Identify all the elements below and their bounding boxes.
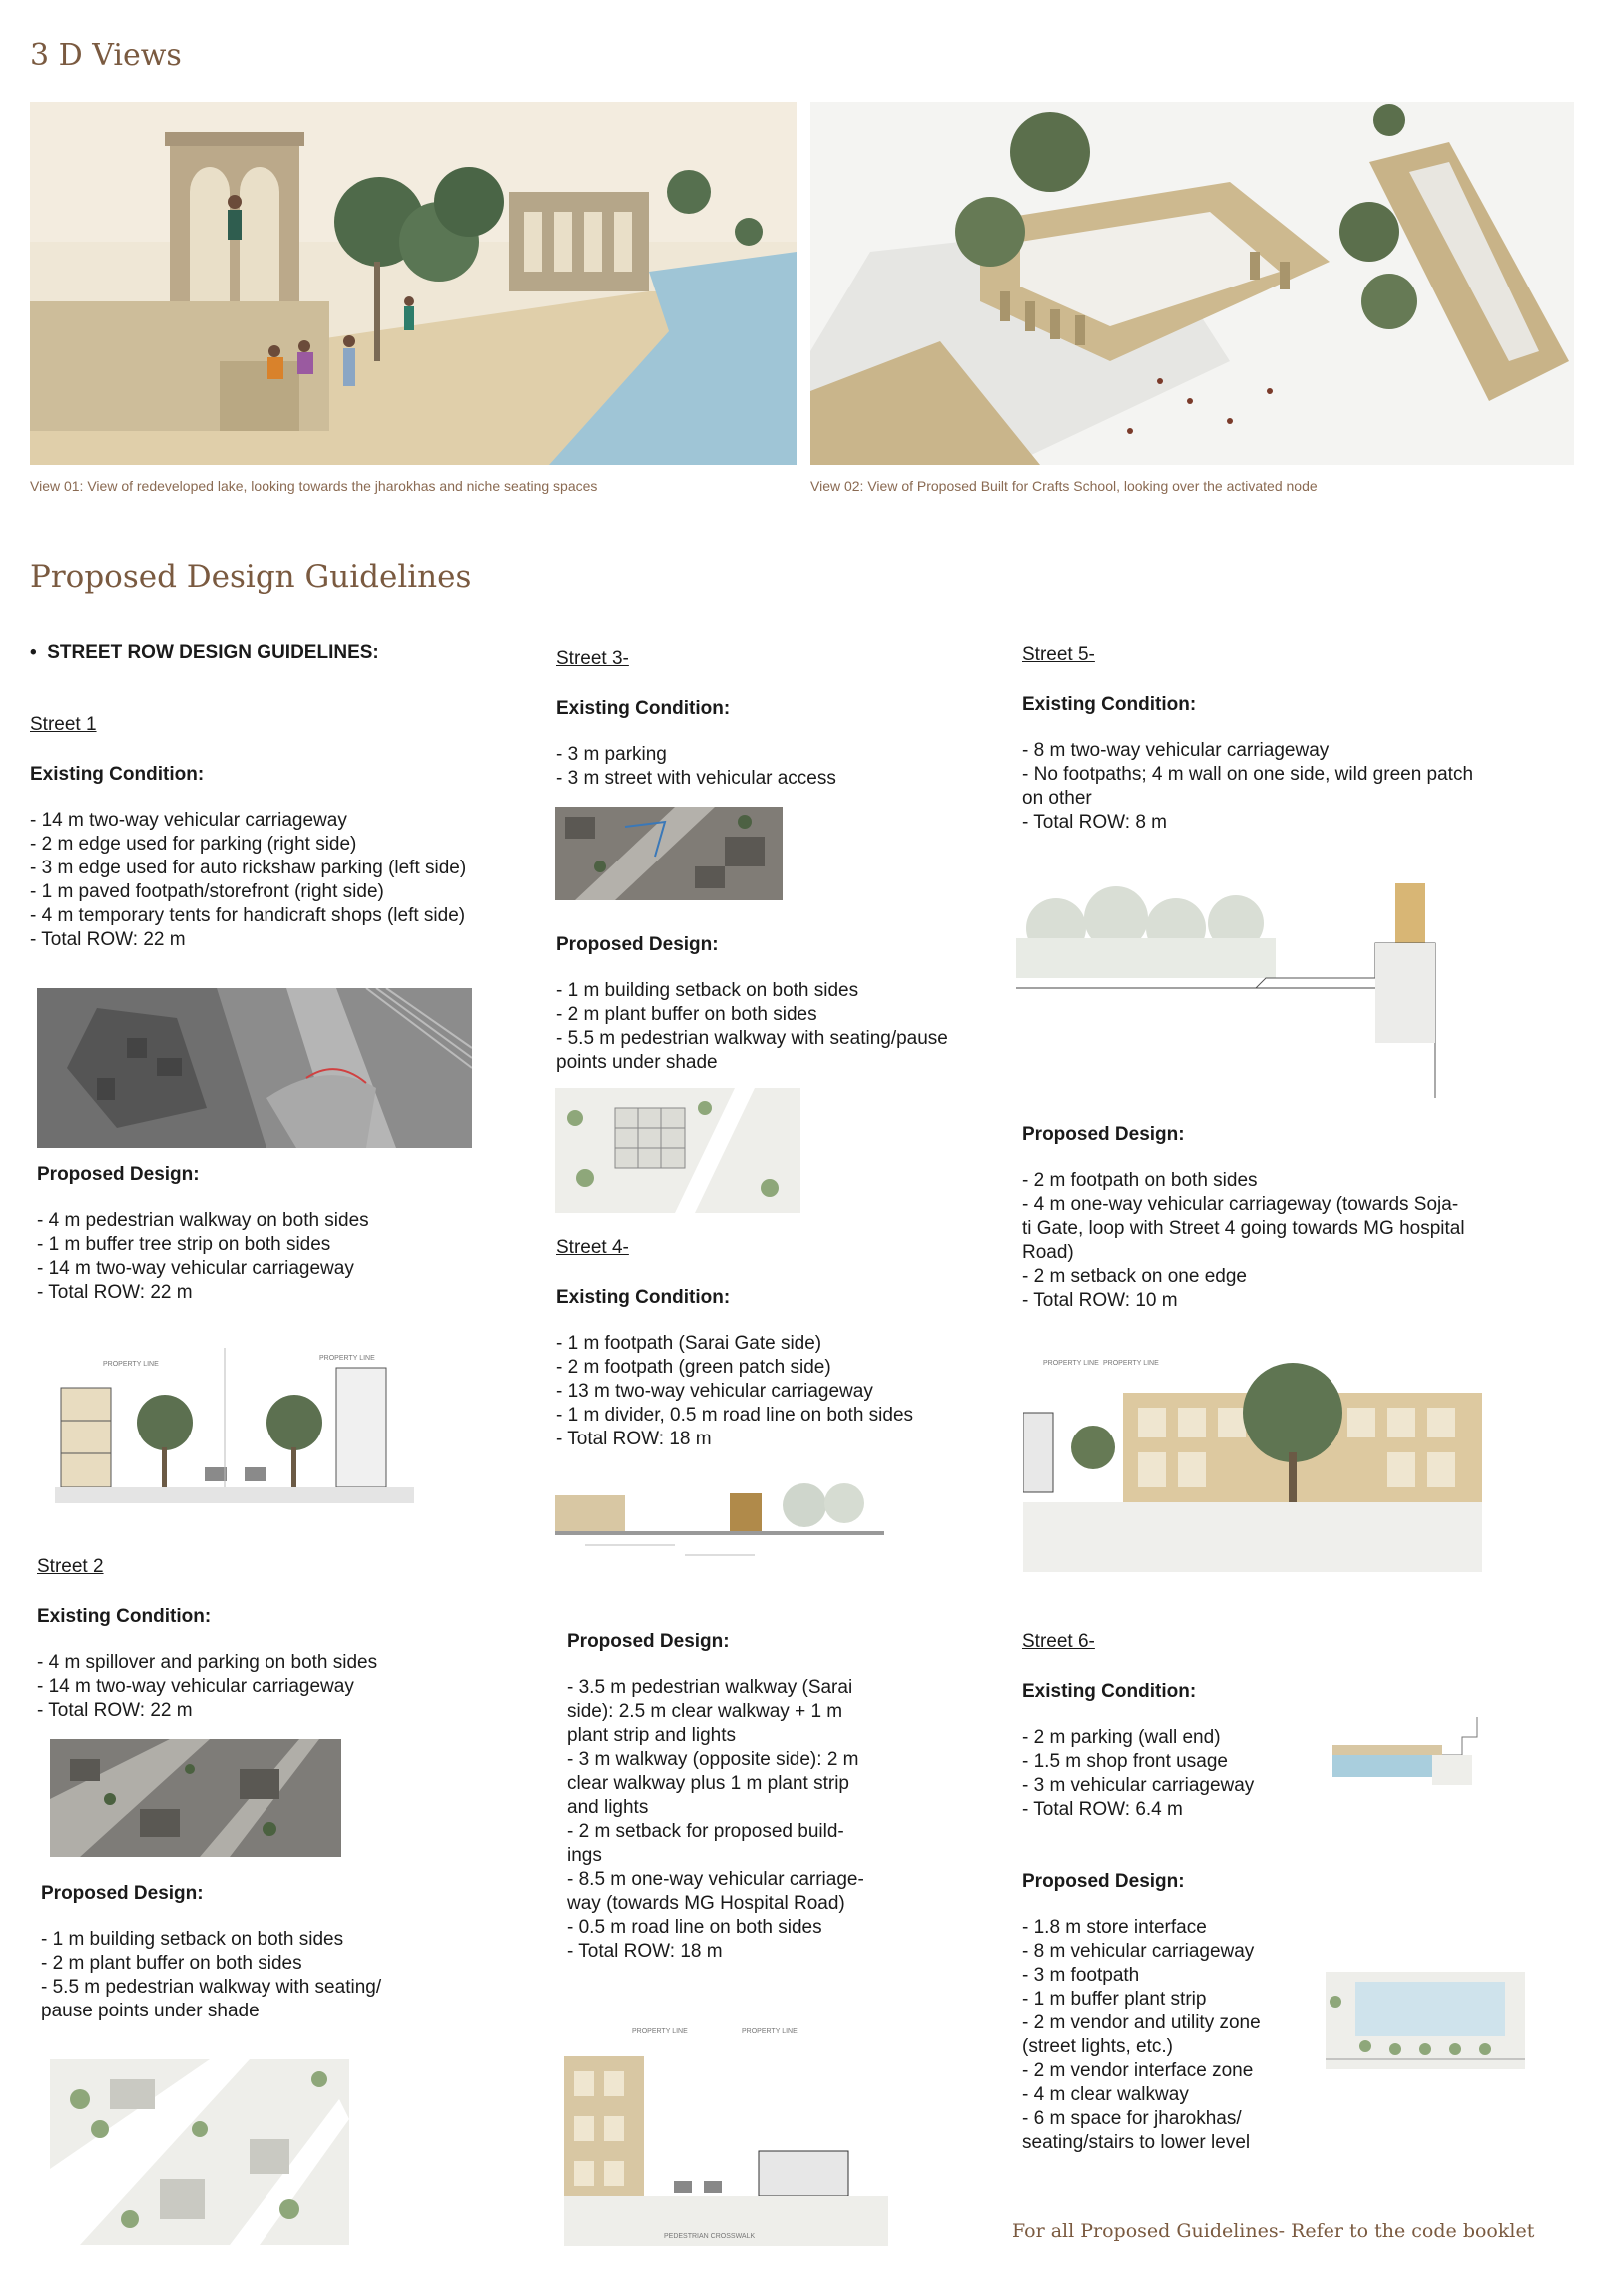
list-item: - 4 m pedestrian walkway on both sides (37, 1210, 369, 1231)
street2-proposed (41, 1882, 460, 2023)
section-label: PROPERTY LINE (319, 1355, 375, 1362)
street1-proposed-label: Proposed Design: (37, 1164, 200, 1185)
street5-proposed-label: Proposed Design: (1022, 1124, 1185, 1145)
list-item: way (towards MG Hospital Road) (567, 1893, 845, 1914)
street6-name: Street 6- (1022, 1631, 1095, 1652)
street2-aerial-map (50, 1739, 341, 1857)
guidelines-title: Proposed Design Guidelines (30, 559, 472, 595)
street1-proposed (37, 1163, 516, 1305)
street1-existing (30, 713, 529, 952)
list-item: - 13 m two-way vehicular carriageway (556, 1381, 873, 1402)
list-item: - 4 m temporary tents for handicraft shops (left side) (30, 905, 466, 926)
list-item: - 1 m buffer plant strip (1022, 1989, 1207, 2009)
street4-existing-section (555, 1475, 884, 1585)
list-item: - 3.5 m pedestrian walkway (Sarai (567, 1677, 853, 1698)
street4-proposed-section (564, 2021, 888, 2246)
street3-existing-label: Existing Condition: (556, 698, 731, 719)
street6-plan-drawing (1326, 1972, 1525, 2069)
street5-existing-label: Existing Condition: (1022, 694, 1197, 715)
list-item: ings (567, 1845, 602, 1866)
street4-existing (556, 1236, 995, 1451)
list-item: - 2 m setback for proposed build- (567, 1821, 844, 1842)
list-item: - 2 m vendor interface zone (1022, 2060, 1254, 2081)
list-item: Road) (1022, 1242, 1074, 1263)
street1-name: Street 1 (30, 714, 97, 735)
list-item: - 3 m parking (556, 744, 667, 765)
street6-proposed-label: Proposed Design: (1022, 1871, 1185, 1892)
list-item: - 4 m clear walkway (1022, 2084, 1189, 2105)
street6-proposed (1022, 1870, 1322, 2155)
views-title: 3 D Views (30, 38, 182, 73)
list-item: - Total ROW: 18 m (556, 1429, 712, 1449)
list-item: - 1.5 m shop front usage (1022, 1751, 1228, 1772)
list-item: plant strip and lights (567, 1725, 736, 1746)
list-item: clear walkway plus 1 m plant strip (567, 1773, 849, 1794)
list-item: - 2 m footpath on both sides (1022, 1170, 1258, 1191)
list-item: - Total ROW: 22 m (37, 1282, 193, 1303)
list-item: - 6 m space for jharokhas/ (1022, 2108, 1242, 2129)
street6-existing-label: Existing Condition: (1022, 1681, 1197, 1702)
section-label: PROPERTY LINE (632, 2028, 688, 2035)
street2-proposed-label: Proposed Design: (41, 1883, 204, 1904)
list-item: seating/stairs to lower level (1022, 2132, 1251, 2153)
list-item: (street lights, etc.) (1022, 2036, 1173, 2057)
list-item: - 2 m vendor and utility zone (1022, 2012, 1261, 2033)
row-heading-text: STREET ROW DESIGN GUIDELINES: (47, 642, 379, 663)
list-item: - 2 m parking (wall end) (1022, 1727, 1221, 1748)
section-label: PROPERTY LINE (103, 1361, 159, 1368)
street3-proposed (556, 933, 995, 1075)
list-item: - 2 m footpath (green patch side) (556, 1357, 831, 1378)
list-item: - 3 m vehicular carriageway (1022, 1775, 1255, 1796)
list-item: - 4 m one-way vehicular carriageway (towards Soja- (1022, 1194, 1459, 1215)
list-item: - 2 m edge used for parking (right side) (30, 834, 357, 855)
view1-render (30, 102, 797, 465)
list-item: pause points under shade (41, 2001, 260, 2021)
list-item: - Total ROW: 8 m (1022, 812, 1167, 833)
list-item: - 5.5 m pedestrian walkway with seating/pause (556, 1028, 948, 1049)
list-item: - 3 m walkway (opposite side): 2 m (567, 1749, 859, 1770)
street2-existing (37, 1555, 516, 1723)
list-item: - 1 m paved footpath/storefront (right side) (30, 881, 384, 902)
street2-plan-drawing (50, 2059, 349, 2245)
list-item: - 14 m two-way vehicular carriageway (37, 1258, 354, 1279)
street6-existing (1022, 1630, 1322, 1822)
section-label: PROPERTY LINE (1103, 1360, 1159, 1367)
view2-caption: View 02: View of Proposed Built for Crafts School, looking over the activated node (810, 478, 1318, 494)
list-item: - Total ROW: 18 m (567, 1941, 723, 1962)
street4-name: Street 4- (556, 1237, 629, 1258)
street2-name: Street 2 (37, 1556, 104, 1577)
list-item: - 1.8 m store interface (1022, 1917, 1207, 1938)
street5-proposed (1022, 1123, 1521, 1313)
list-item: - 14 m two-way vehicular carriageway (37, 1676, 354, 1697)
list-item: - 3 m footpath (1022, 1965, 1140, 1986)
list-item: - 5.5 m pedestrian walkway with seating/ (41, 1977, 382, 1998)
list-item: side): 2.5 m clear walkway + 1 m (567, 1701, 843, 1722)
street3-plan-drawing (555, 1088, 800, 1213)
list-item: on other (1022, 788, 1092, 809)
list-item: - Total ROW: 10 m (1022, 1290, 1178, 1311)
street4-proposed (567, 1630, 926, 1964)
street5-name: Street 5- (1022, 644, 1095, 665)
street1-section-drawing (55, 1338, 414, 1537)
street3-proposed-label: Proposed Design: (556, 934, 719, 955)
list-item: ti Gate, loop with Street 4 going towards MG hospital (1022, 1218, 1465, 1239)
bullet: • (30, 642, 48, 663)
list-item: - 2 m plant buffer on both sides (556, 1004, 817, 1025)
footer-note: For all Proposed Guidelines- Refer to the code booklet (1012, 2220, 1535, 2242)
street5-existing-section (1016, 849, 1495, 1098)
list-item: - 1 m buffer tree strip on both sides (37, 1234, 331, 1255)
street4-proposed-label: Proposed Design: (567, 1631, 730, 1652)
list-item: - 1 m divider, 0.5 m road line on both sides (556, 1405, 914, 1426)
view2-render (810, 102, 1574, 465)
list-item: - 2 m setback on one edge (1022, 1266, 1247, 1287)
list-item: - 3 m street with vehicular access (556, 768, 836, 789)
street3-existing (556, 647, 995, 791)
list-item: - Total ROW: 22 m (37, 1700, 193, 1721)
list-item: and lights (567, 1797, 649, 1818)
street4-existing-label: Existing Condition: (556, 1287, 731, 1308)
list-item: - 8.5 m one-way vehicular carriage- (567, 1869, 864, 1890)
street6-existing-section (1332, 1717, 1492, 1795)
list-item: - 1 m footpath (Sarai Gate side) (556, 1333, 822, 1354)
list-item: - 2 m plant buffer on both sides (41, 1953, 302, 1974)
section-label: PEDESTRIAN CROSSWALK (664, 2233, 756, 2240)
list-item: - 14 m two-way vehicular carriageway (30, 810, 347, 831)
street3-name: Street 3- (556, 648, 629, 669)
row-guidelines-heading (30, 641, 379, 665)
section-label: PROPERTY LINE (1043, 1360, 1099, 1367)
street3-aerial-map (555, 807, 783, 900)
list-item: - Total ROW: 6.4 m (1022, 1799, 1183, 1820)
list-item: - 4 m spillover and parking on both sides (37, 1652, 378, 1673)
street5-existing (1022, 643, 1521, 835)
list-item: - 1 m building setback on both sides (556, 980, 859, 1001)
street1-aerial-map (37, 988, 472, 1148)
list-item: - 8 m vehicular carriageway (1022, 1941, 1255, 1962)
section-label: PROPERTY LINE (742, 2028, 798, 2035)
view1-caption: View 01: View of redeveloped lake, looking towards the jharokhas and niche seating spaces (30, 478, 598, 494)
list-item: - 0.5 m road line on both sides (567, 1917, 822, 1938)
list-item: points under shade (556, 1052, 718, 1073)
street1-existing-label: Existing Condition: (30, 764, 205, 785)
list-item: - No footpaths; 4 m wall on one side, wild green patch (1022, 764, 1474, 785)
list-item: - 8 m two-way vehicular carriageway (1022, 740, 1330, 761)
list-item: - 3 m edge used for auto rickshaw parking (left side) (30, 858, 467, 878)
list-item: - 1 m building setback on both sides (41, 1929, 344, 1950)
street5-proposed-section (1023, 1353, 1482, 1572)
street2-existing-label: Existing Condition: (37, 1606, 212, 1627)
list-item: - Total ROW: 22 m (30, 929, 186, 950)
